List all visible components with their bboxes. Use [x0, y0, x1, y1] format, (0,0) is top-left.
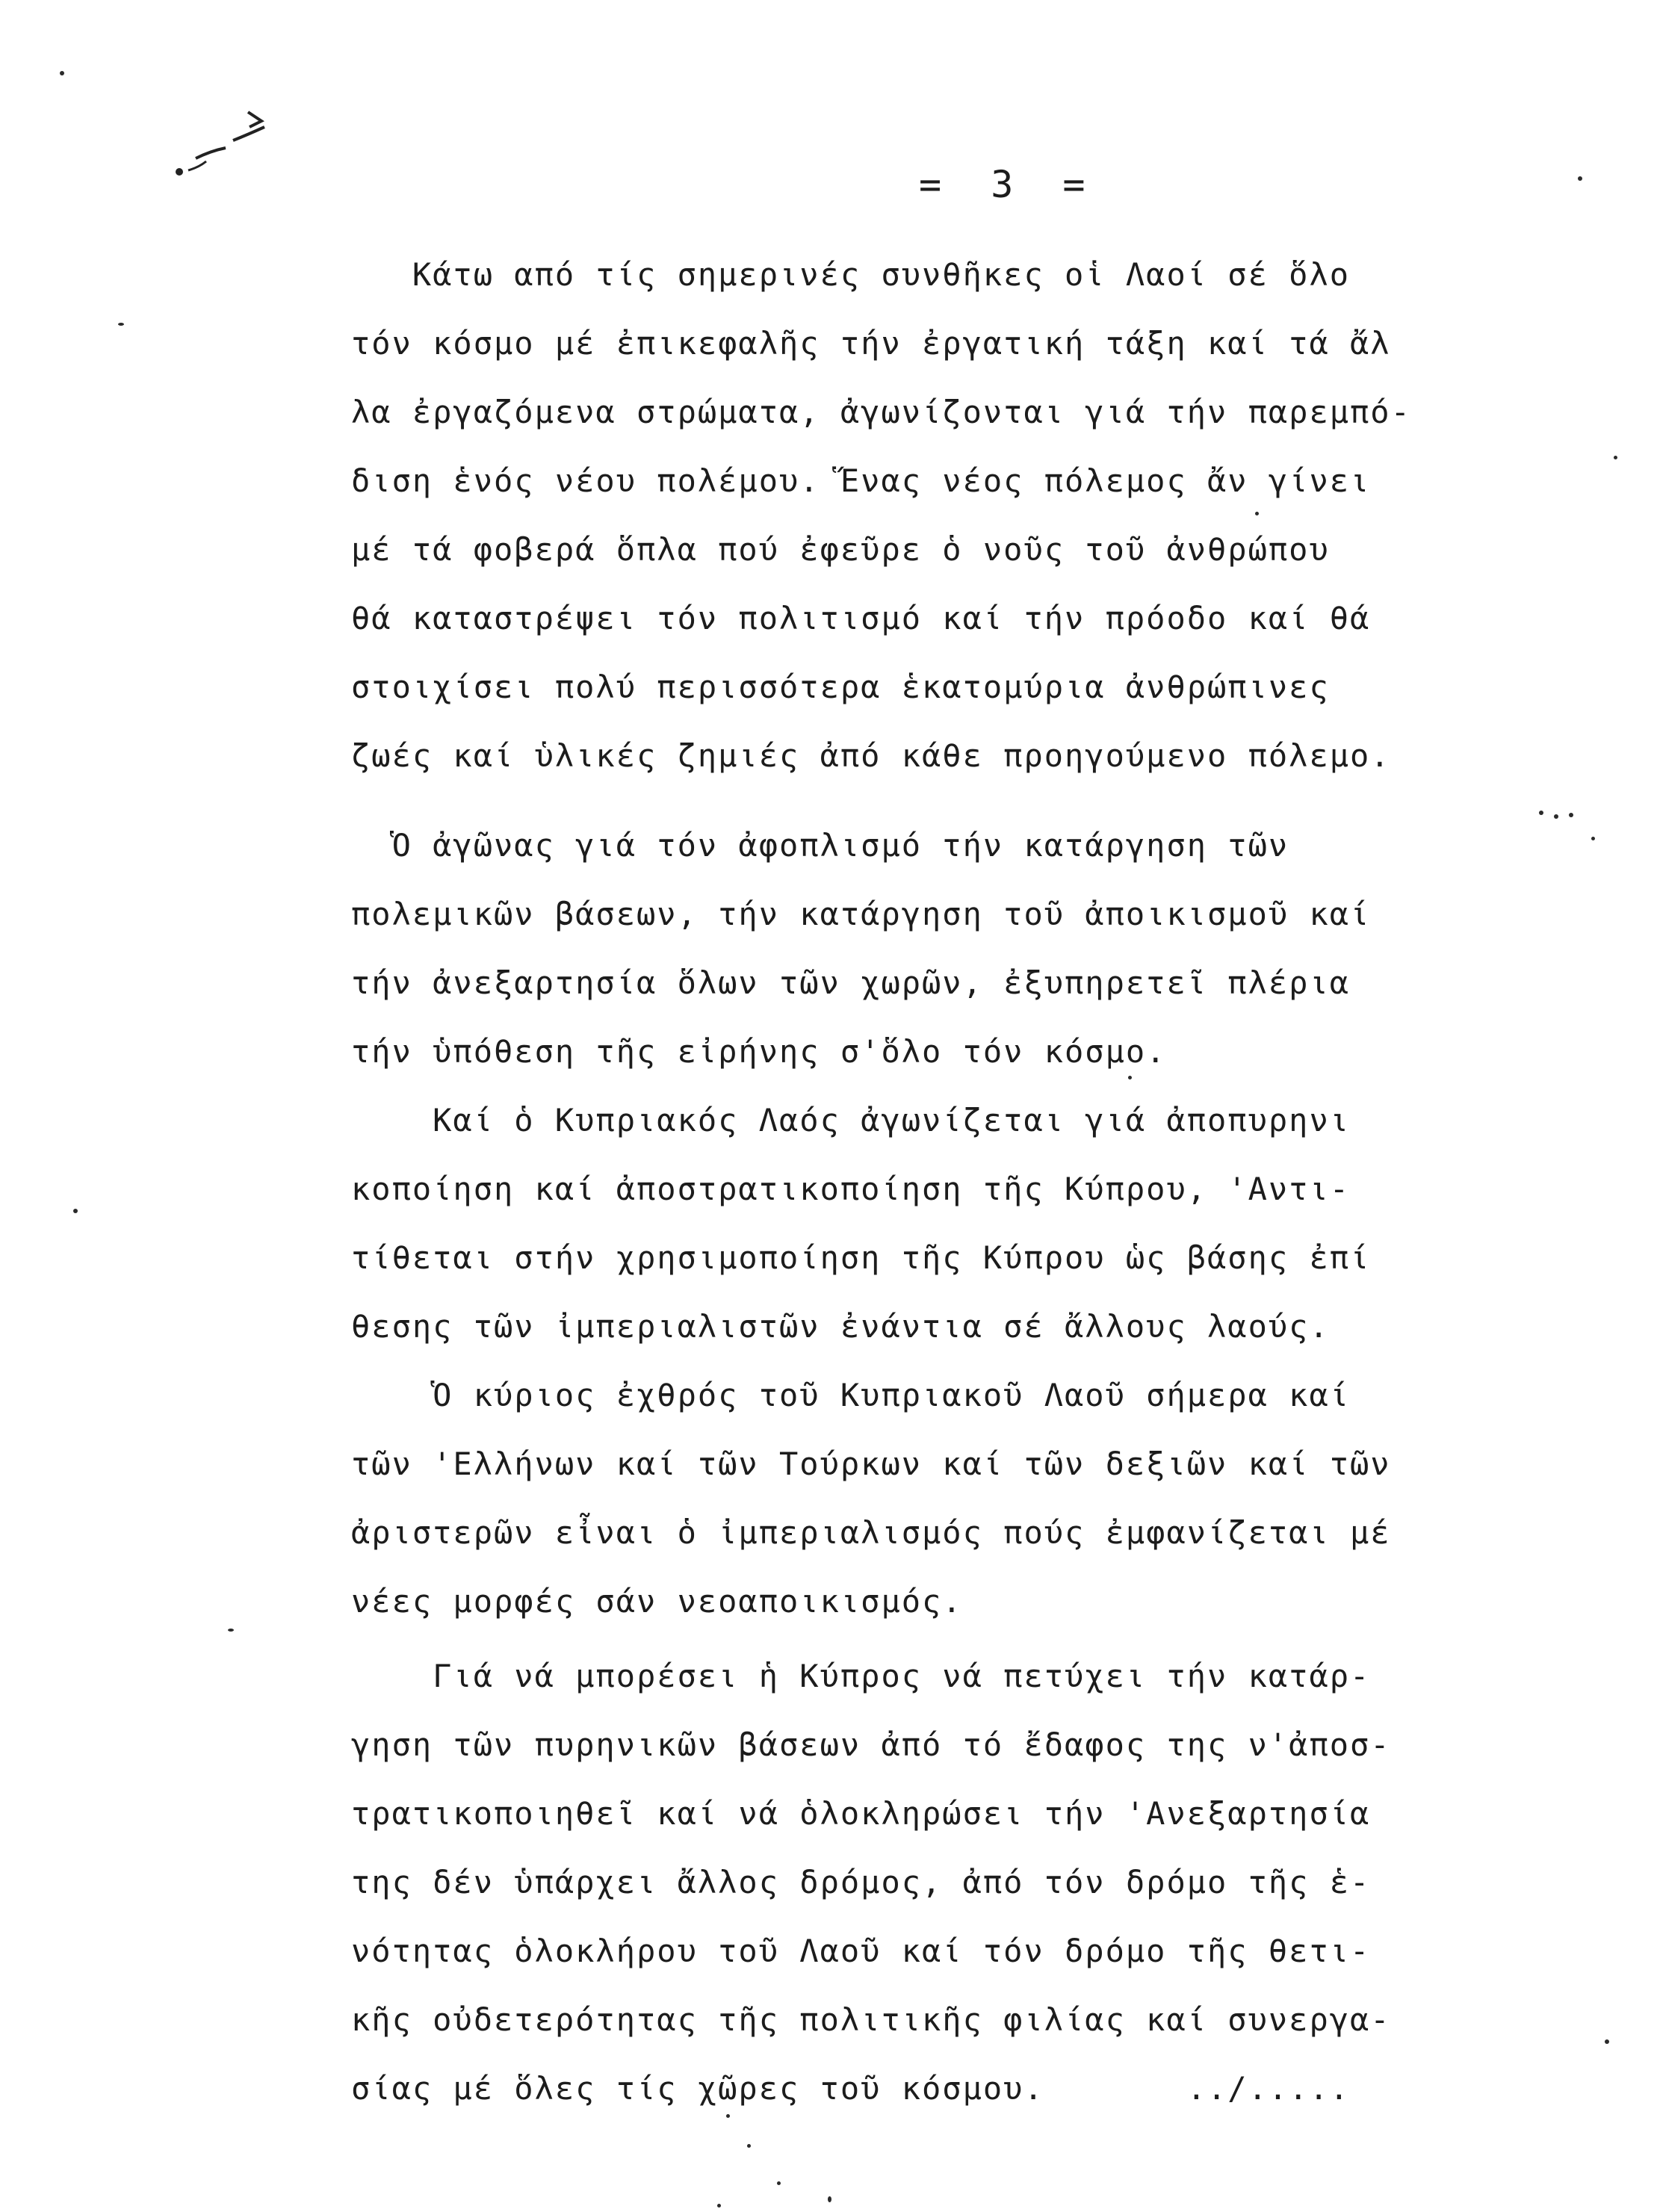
text-line: τήν ὑπόθεση τῆς εἰρήνης σ'ὅλο τόν κόσμο. [351, 1033, 1167, 1070]
text-line: γηση τῶν πυρηνικῶν βάσεων ἀπό τό ἔδαφος της ν'ἀποσ- [351, 1726, 1391, 1763]
scan-speck [228, 1629, 234, 1632]
paragraph-gap [351, 1636, 1576, 1642]
scan-speck [777, 2181, 781, 2185]
scan-speck [1539, 811, 1543, 815]
scan-speck [1255, 512, 1259, 515]
text-line: τρατικοποιηθεῖ καί νά ὁλοκληρώσει τήν 'Ανεξαρτησία [351, 1795, 1371, 1832]
text-line: της δέν ὑπάρχει ἄλλος δρόμος, ἀπό τόν δρόμο τῆς ἑ- [351, 1864, 1371, 1900]
text-line: Κάτω από τίς σημερινές συνθῆκες οἱ Λαοί σέ ὅλο [351, 256, 1351, 293]
text-line: στοιχίσει πολύ περισσότερα ἑκατομύρια ἀνθρώπινες [351, 669, 1330, 705]
text-line: νέες μορφές σάν νεοαποικισμός. [351, 1583, 963, 1620]
text-line: θεσης τῶν ἰμπεριαλιστῶν ἐνάντια σέ ἄλλους λαούς. [351, 1308, 1330, 1345]
text-line: τόν κόσμο μέ ἐπικεφαλῆς τήν ἐργατική τάξη καί τά ἄλ [351, 325, 1391, 362]
text-line: κοποίηση καί ἀποστρατικοποίηση τῆς Κύπρου, 'Αντι- [351, 1171, 1351, 1207]
scan-speck [60, 71, 64, 75]
text-line: τίθεται στήν χρησιμοποίηση τῆς Κύπρου ὡς βάσης ἐπί [351, 1239, 1371, 1276]
body-text [351, 241, 1576, 2123]
scan-speck [828, 2196, 831, 2202]
text-line: τῶν 'Ελλήνων καί τῶν Τούρκων καί τῶν δεξιῶν καί τῶν [351, 1446, 1391, 1482]
text-line: Γιά νά μπορέσει ἡ Κύπρος νά πετύχει τήν κατάρ- [351, 1658, 1371, 1694]
text-line: ζωές καί ὑλικές ζημιές ἀπό κάθε προηγούμενο πόλεμο. [351, 737, 1391, 774]
text-line: τήν ἀνεξαρτησία ὅλων τῶν χωρῶν, ἐξυπηρετεῖ πλέρια [351, 964, 1351, 1001]
scan-speck [1569, 813, 1573, 817]
text-line: ἀριστερῶν εἶναι ὁ ἰμπεριαλισμός πούς ἐμφανίζεται μέ [351, 1514, 1391, 1551]
scan-speck [1591, 837, 1595, 840]
text-line: κῆς οὐδετερότητας τῆς πολιτικῆς φιλίας καί συνεργα- [351, 2001, 1391, 2038]
text-line: Καί ὁ Κυπριακός Λαός ἀγωνίζεται γιά ἀποπυρηνι [351, 1102, 1351, 1138]
scan-speck [73, 1209, 78, 1213]
text-line: σίας μέ ὅλες τίς χῶρες τοῦ κόσμου. ../..... [351, 2070, 1351, 2107]
scan-speck [726, 2114, 730, 2118]
scan-speck [747, 2144, 751, 2148]
scan-speck [1128, 1076, 1132, 1079]
scan-speck [1605, 2039, 1609, 2044]
text-line: νότητας ὁλοκλήρου τοῦ Λαοῦ καί τόν δρόμο τῆς θετι- [351, 1933, 1371, 1969]
text-line: Ὁ ἀγῶνας γιά τόν ἀφοπλισμό τήν κατάργηση τῶν [351, 827, 1289, 864]
paragraph-gap [351, 790, 1576, 811]
handwritten-mark [166, 105, 278, 187]
text-line: μέ τά φοβερά ὅπλα πού ἐφεῦρε ὁ νοῦς τοῦ ἀνθρώπου [351, 531, 1330, 568]
text-line: Ὁ κύριος ἐχθρός τοῦ Κυπριακοῦ Λαοῦ σήμερα καί [351, 1377, 1351, 1413]
text-line: θά καταστρέψει τόν πολιτισμό καί τήν πρόοδο καί θά [351, 600, 1371, 636]
scan-speck [1554, 814, 1558, 819]
page-number: = 3 = [919, 163, 1099, 206]
scan-speck [717, 2204, 721, 2208]
text-line: διση ἑνός νέου πολέμου. Ἕνας νέος πόλεμος ἄν γίνει [351, 462, 1371, 499]
scan-speck [1614, 456, 1617, 459]
scan-speck [1578, 176, 1582, 181]
text-line: λα ἐργαζόμενα στρώματα, ἀγωνίζονται γιά τήν παρεμπό- [351, 394, 1411, 430]
scan-speck [118, 323, 124, 326]
text-line: πολεμικῶν βάσεων, τήν κατάργηση τοῦ ἀποικισμοῦ καί [351, 896, 1371, 932]
